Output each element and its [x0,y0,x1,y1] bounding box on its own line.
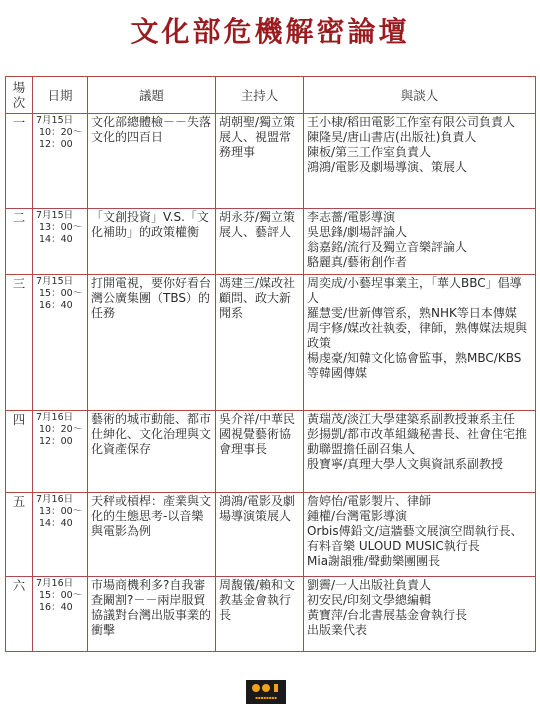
organization-logo-icon [246,680,286,704]
session-speakers [304,493,536,577]
logo-circle-icon [262,684,270,692]
session-speakers [304,114,536,209]
session-topic: 打開電視，要你好看台灣公廣集團（TBS）的任務 [88,275,216,411]
speaker: 王小棣/稻田電影工作室有限公司負責人 [307,115,516,129]
session-date-cell [33,493,88,577]
table-row [6,209,536,275]
session-host: 鴻鴻/電影及劇場導演策展人 [216,493,304,577]
session-host: 吳介祥/中華民國視覺藝術協會理事長 [216,411,304,493]
speaker: 翁嘉銘/流行及獨立音樂評論人 [307,240,468,254]
speaker: 初安民/印刻文學總編輯 [307,593,432,607]
speaker: 彭揚凱/都市改革組織秘書長、社會住宅推動聯盟擔任副召集人 [307,427,528,456]
speaker: 劉霽/一人出版社負責人 [307,578,432,592]
header-host: 主持人 [216,77,304,114]
session-number: 四 [6,411,33,493]
speaker: 陳隆昊/唐山書店(出版社)負責人 [307,130,477,144]
table-header-row [6,77,536,114]
session-topic: 「文創投資」V.S.「文化補助」的政策權衡 [88,209,216,275]
session-number: 三 [6,275,33,411]
session-topic: 藝術的城市動能、都市仕紳化、文化治理與文化資產保存 [88,411,216,493]
speaker: 吳思鋒/劇場評論人 [307,225,408,239]
session-number: 一 [6,114,33,209]
speaker: 黃寶萍/台北書展基金會執行長 [307,608,468,622]
session-date: 7月15日 [36,115,74,126]
session-date: 7月16日 [36,494,74,505]
session-date: 7月15日 [36,210,74,221]
page-title: 文化部危機解密論壇 [130,15,410,48]
session-host: 胡永芬/獨立策展人、藝評人 [216,209,304,275]
table-row [6,275,536,411]
speaker: 周宇修/媒改社執委，律師，熟傳媒法規與政策 [307,321,528,350]
session-time: 15：00～ 16：40 [39,288,83,311]
session-time: 15：00～ 16：40 [39,590,83,613]
session-host: 周馥儀/賴和文教基金會執行長 [216,577,304,652]
session-topic: 市場商機利多?自我審查鬫割?－－兩岸服貿協議對台灣出版事業的衝擊 [88,577,216,652]
header-date: 日期 [33,77,88,114]
session-number: 二 [6,209,33,275]
speaker: 殷寶寧/真理大學人文與資訊系副教授 [307,457,504,471]
session-time: 10：20～ 12：00 [39,424,83,447]
session-date: 7月16日 [36,578,74,589]
speaker: 出版業代表 [307,623,368,637]
session-date-cell [33,411,88,493]
table-row [6,114,536,209]
schedule-table [5,76,536,652]
speaker: Mia謝韻雅/聲動樂團團長 [307,554,441,568]
session-topic: 天秤或槓桿：產業與文化的生態思考-以音樂與電影為例 [88,493,216,577]
session-speakers [304,275,536,411]
speaker: 詹婷怡/電影製片、律師 [307,494,432,508]
speaker: 駱麗真/藝術創作者 [307,255,408,269]
session-speakers [304,411,536,493]
session-date-cell [33,275,88,411]
speaker: 周奕成/小藝埕事業主，「華人BBC」倡導人 [307,276,522,305]
speaker: 楊虔豪/知韓文化協會監事，熟MBC/KBS等韓國傳媒 [307,351,522,380]
session-date-cell [33,577,88,652]
header-topic: 議題 [88,77,216,114]
speaker: 陳板/第三工作室負責人 [307,145,432,159]
session-topic: 文化部總體檢－－失落文化的四百日 [88,114,216,209]
speaker: Orbis傅鉛文/這牆藝文展演空間執行長、有料音樂 ULOUD MUSIC執行長 [307,524,523,553]
speaker: 羅慧雯/世新傳管系，熟NHK等日本傳媒 [307,306,517,320]
session-time: 10：20～ 12：00 [39,127,83,150]
logo-bar-icon [274,684,278,692]
speaker: 黃瑞茂/淡江大學建築系副教授兼系主任 [307,412,516,426]
speaker: 李志薔/電影導演 [307,210,396,224]
session-date-cell [33,114,88,209]
session-host: 胡朝聖/獨立策展人、視盟常務理事 [216,114,304,209]
table-row [6,577,536,652]
logo-caption-graphic: ▪▪▪▪▪▪▪▪ [255,695,277,700]
logo-circle-icon [252,684,260,692]
header-speakers: 與談人 [304,77,536,114]
session-date: 7月15日 [36,276,74,287]
session-number: 五 [6,493,33,577]
session-time: 13：00～ 14：40 [39,506,83,529]
speaker: 鴻鴻/電影及劇場導演、策展人 [307,160,468,174]
session-speakers [304,577,536,652]
session-date: 7月16日 [36,412,74,423]
table-row [6,411,536,493]
session-date-cell [33,209,88,275]
header-session: 場次 [6,77,33,114]
table-row [6,493,536,577]
speaker: 鍾權/台灣電影導演 [307,509,408,523]
session-host: 馮建三/媒改社顧問、政大新聞系 [216,275,304,411]
session-time: 13：00～ 14：40 [39,222,83,245]
session-number: 六 [6,577,33,652]
session-speakers [304,209,536,275]
